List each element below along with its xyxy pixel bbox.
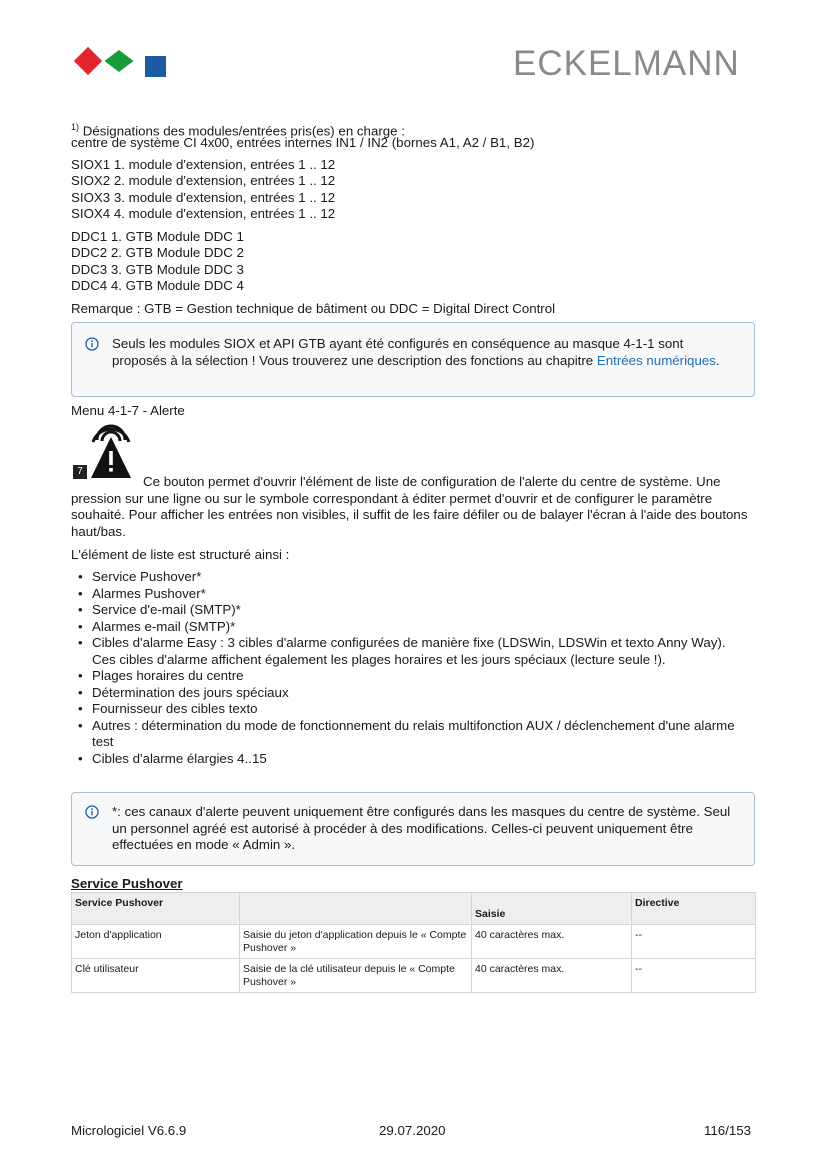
list-note: Ces cibles d'alarme affichent également les plages horaires et les jours spéciaux (lecture seule !). [92,651,666,667]
alert-description: Ce bouton permet d'ouvrir l'élément de liste de configuration de l'alerte du centre de système. Une pression sur une ligne ou sur le symbole correspondant à éditer permet d'ouvrir et de configurer le paramètre souhaité. Pour afficher les entrées non visibles, il suffit de les faire défiler ou de balayer l'écran à l'aide des boutons haut/bas. [71,474,748,539]
ddc-line: DDC3 3. GTB Module DDC 3 [71,262,244,277]
table-header: Directive [632,893,756,925]
siox-line: SIOX2 2. module d'extension, entrées 1 .. 12 [71,173,336,188]
siox-line: SIOX1 1. module d'extension, entrées 1 .. 12 [71,157,336,172]
list-item: • Fournisseur des cibles texto [71,701,755,718]
list-item: • Alarmes Pushover* [71,586,755,603]
table-cell: -- [632,925,756,959]
siox-line: SIOX4 4. module d'extension, entrées 1 .. 12 [71,206,336,221]
section-title: Service Pushover [71,876,183,891]
table-cell: Saisie du jeton d'application depuis le « Compte Pushover » [240,925,472,959]
remark: Remarque : GTB = Gestion technique de bâtiment ou DDC = Digital Direct Control [71,301,556,316]
list-item: • Service d'e-mail (SMTP)* [71,602,755,619]
list-item: • Service Pushover* [71,569,755,586]
table-cell: Clé utilisateur [72,959,240,993]
table-cell: Saisie de la clé utilisateur depuis le « Compte Pushover » [240,959,472,993]
logo-red-diamond [74,47,102,75]
pushover-table [71,892,756,993]
list-item: • Cibles d'alarme Easy : 3 cibles d'alarme configurées de manière fixe (LDSWin, LDSWin et texto Anny Way). Ces cibles d'alarme affichent également les plages horaires et les jours spéciaux (lecture seule !). [71,635,755,668]
footer-firmware: Micrologiciel V6.6.9 [71,1123,187,1138]
footnote-text: Désignations des modules/entrées pris(es) en charge : [79,123,405,139]
table-header-row [72,893,756,925]
link-entrees-numeriques[interactable]: Entrées numériques [596,352,716,368]
table-cell: 40 caractères max. [472,925,632,959]
table-cell: -- [632,959,756,993]
alert-button-icon[interactable] [71,420,141,480]
table-row [72,925,756,959]
info-text: *: ces canaux d'alerte peuvent uniquement être configurés dans les masques du centre de système. Seul un personnel agréé est autorisé à procéder à des modifications. Celles-ci peuvent uniquement être effectuées en mode « Admin ». [112,804,731,852]
logo-blue-square [145,56,166,77]
info-text: Seuls les modules SIOX et API GTB ayant été configurés en conséquence au masque 4-1-1 sont proposés à la sélection ! Vous trouverez une description des fonctions au chapitre Entrées numériques. [112,336,720,368]
footer-date: 29.07.2020 [379,1123,446,1138]
menu-title: Menu 4-1-7 - Alerte [71,403,185,418]
footnote-line-2: centre de système CI 4x00, entrées internes IN1 / IN2 (bornes A1, A2 / B1, B2) [71,135,535,150]
list-item: • Alarmes e-mail (SMTP)* [71,619,755,636]
table-header: Service Pushover [72,893,240,925]
table-cell: Jeton d'application [72,925,240,959]
table-header: Saisie [472,893,632,925]
logo-green-diamond [104,50,133,72]
table-row [72,959,756,993]
alert-structure-list [71,569,755,767]
siox-line: SIOX3 3. module d'extension, entrées 1 .. 12 [71,190,336,205]
ddc-line: DDC2 2. GTB Module DDC 2 [71,245,244,260]
list-item: • Détermination des jours spéciaux [71,685,755,702]
info-box-modules [71,322,755,397]
table-cell: 40 caractères max. [472,959,632,993]
footnote-marker: 1) [71,122,80,132]
structure-intro: L'élément de liste est structuré ainsi : [71,547,290,562]
brand-name: ECKELMANN [513,44,740,83]
info-icon [85,805,99,819]
alert-badge: 7 [73,465,87,479]
info-icon [85,337,99,351]
list-item: • Cibles d'alarme élargies 4..15 [71,751,755,768]
table-header [240,893,472,925]
list-item: • Autres : détermination du mode de fonctionnement du relais multifonction AUX / déclenchement d'une alarme test [71,718,755,751]
info-box-channels [71,792,755,866]
footer-page-number: 116/153 [704,1123,752,1138]
ddc-line: DDC4 4. GTB Module DDC 4 [71,278,244,293]
list-item: • Plages horaires du centre [71,668,755,685]
ddc-line: DDC1 1. GTB Module DDC 1 [71,229,244,244]
